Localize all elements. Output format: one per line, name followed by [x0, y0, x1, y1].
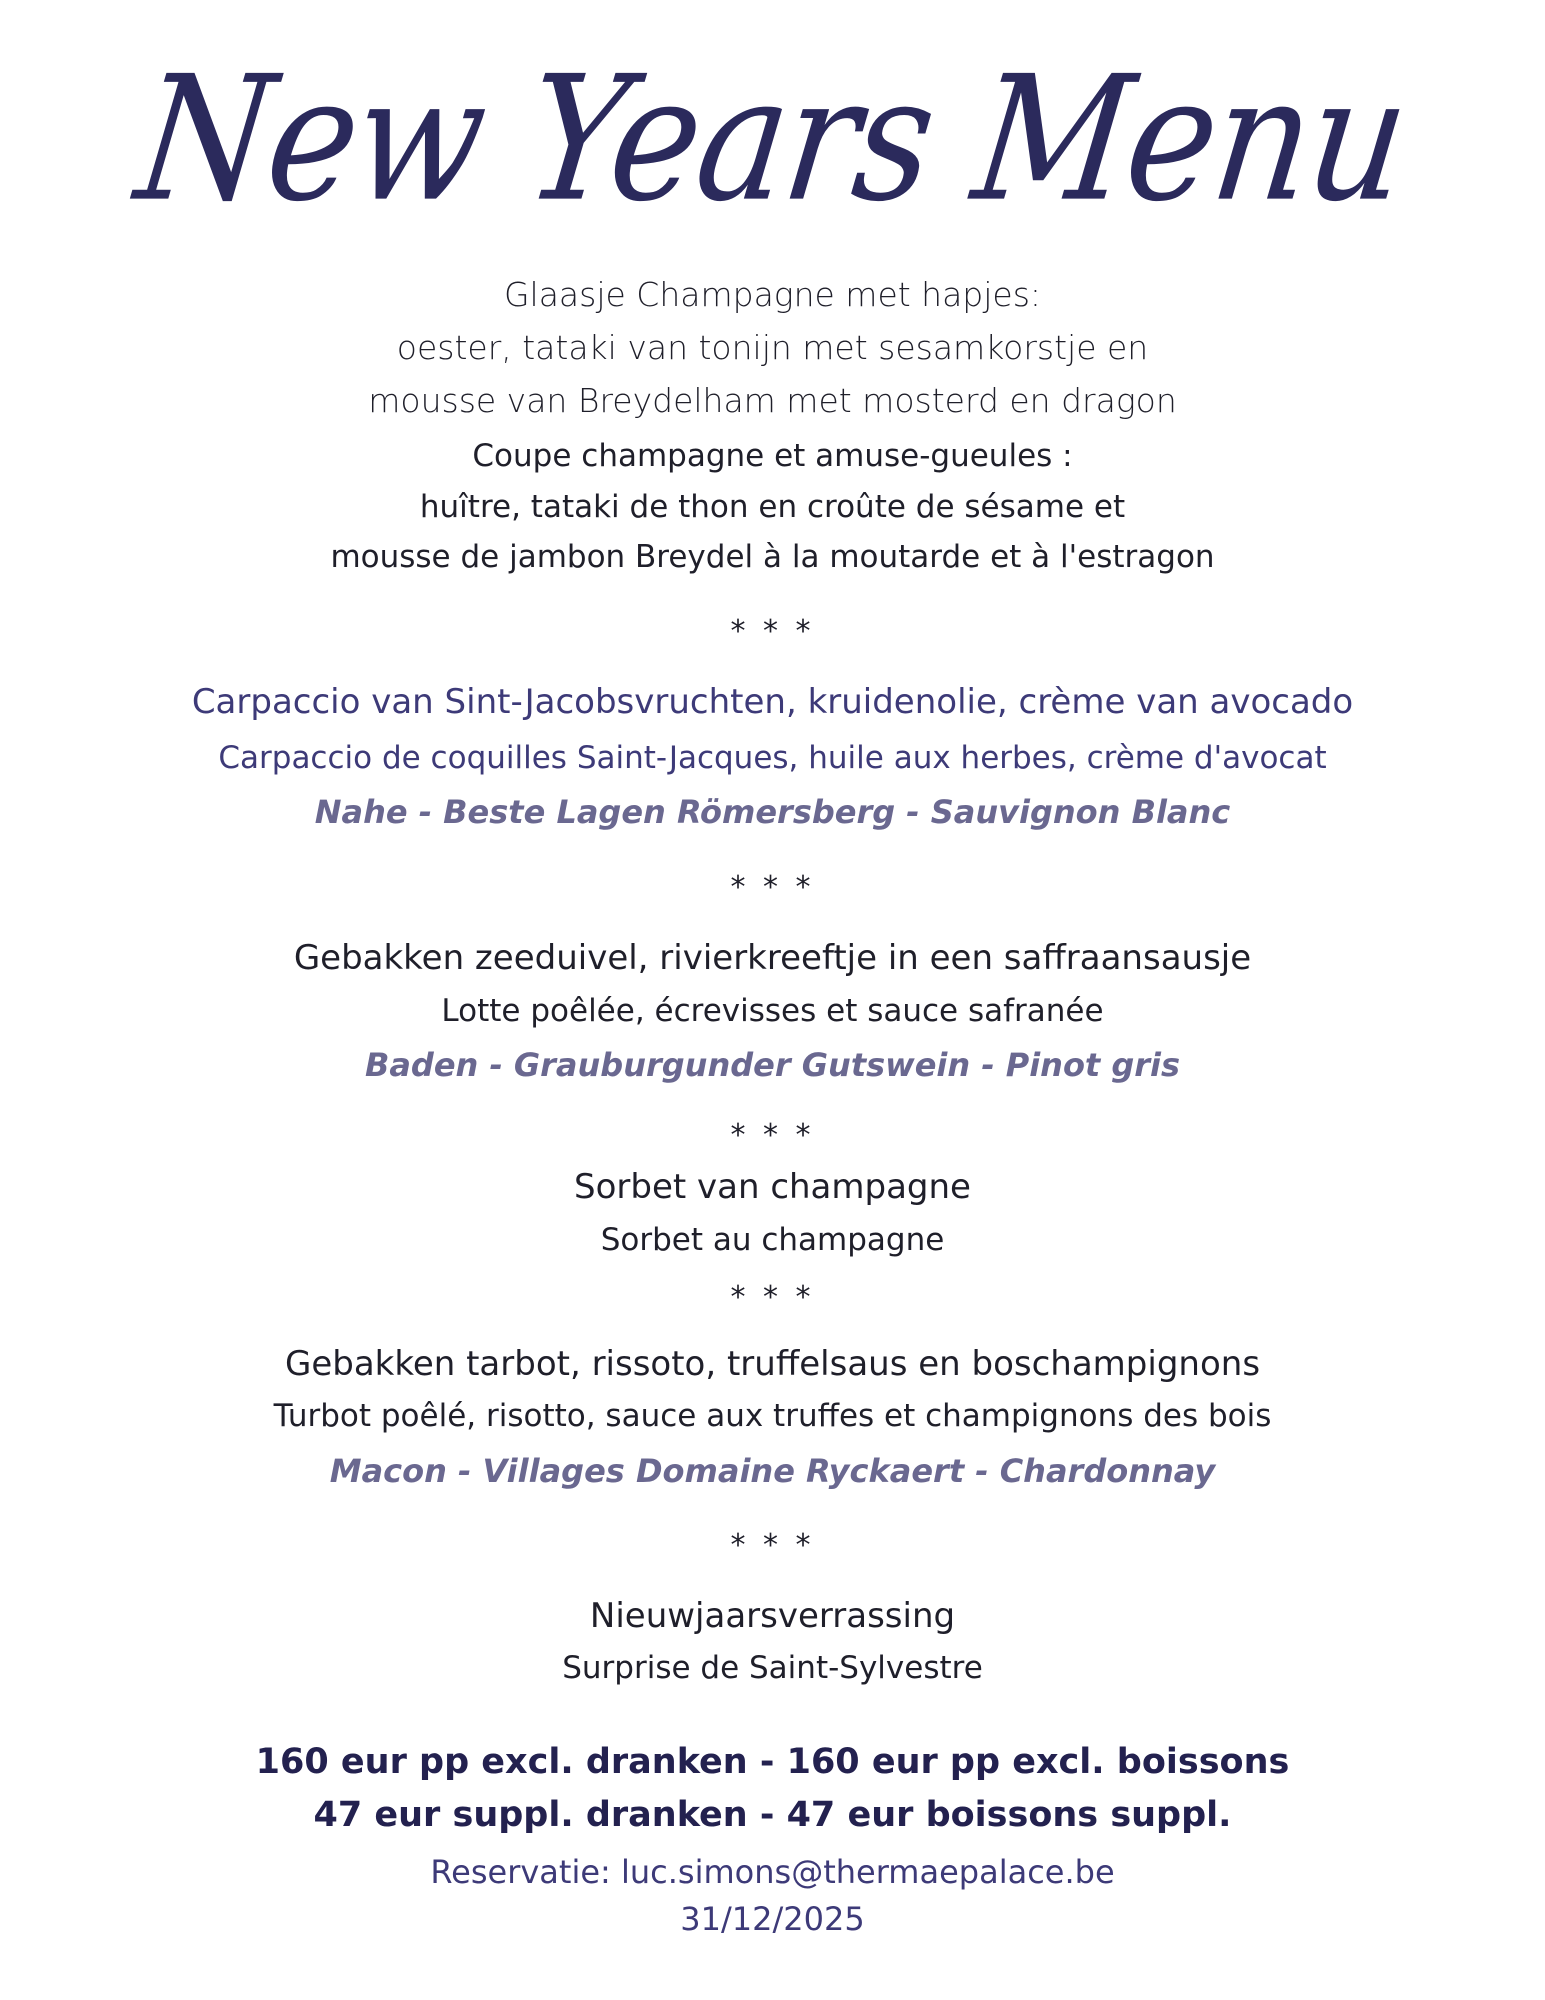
course-4-nl: Gebakken tarbot, rissoto, truffelsaus en boschampignons: [284, 1344, 1261, 1384]
course-4-fr: Turbot poêlé, risotto, sauce aux truffes et champignons des bois: [273, 1398, 1272, 1434]
intro-fr-line-1: Coupe champagne et amuse-gueules :: [472, 438, 1073, 474]
course-1-fr: Carpaccio de coquilles Saint-Jacques, huile aux herbes, crème d'avocat: [218, 740, 1327, 776]
separator-1: * * *: [730, 614, 815, 649]
course-2-wine: Baden - Grauburgunder Gutswein - Pinot gris: [364, 1046, 1181, 1084]
course-2-fr: Lotte poêlée, écrevisses et sauce safranée: [441, 993, 1104, 1029]
separator-4: * * *: [730, 1280, 815, 1315]
menu-title: New Years Menu: [128, 39, 1417, 241]
intro-fr-line-2: huître, tataki de thon en croûte de sésame et: [419, 489, 1126, 525]
course-1-nl: Carpaccio van Sint-Jacobsvruchten, kruidenolie, crème van avocado: [191, 682, 1354, 722]
course-3-fr: Sorbet au champagne: [600, 1222, 945, 1258]
course-2-nl: Gebakken zeeduivel, rivierkreeftje in een saffraansausje: [293, 938, 1252, 978]
separator-5: * * *: [730, 1528, 815, 1563]
course-3-nl: Sorbet van champagne: [574, 1167, 971, 1207]
intro-nl-line-2: oester, tataki van tonijn met sesamkorstje en: [396, 328, 1149, 367]
course-5-nl: Nieuwjaarsverrassing: [589, 1596, 956, 1636]
separator-2: * * *: [730, 870, 815, 905]
intro-nl-line-3: mousse van Breydelham met mosterd en dragon: [368, 381, 1177, 420]
reservation-contact: Reservatie: luc.simons@thermaepalace.be: [430, 1853, 1115, 1891]
title-container: [0, 40, 1545, 270]
course-4-wine: Macon - Villages Domaine Ryckaert - Chardonnay: [329, 1452, 1216, 1490]
course-1-wine: Nahe - Beste Lagen Römersberg - Sauvignon Blanc: [314, 793, 1231, 831]
event-date: 31/12/2025: [680, 1900, 865, 1938]
course-5-fr: Surprise de Saint-Sylvestre: [562, 1650, 983, 1686]
intro-fr-line-3: mousse de jambon Breydel à la moutarde et à l'estragon: [330, 539, 1215, 575]
separator-3: * * *: [730, 1118, 815, 1153]
price-line-2: 47 eur suppl. dranken - 47 eur boissons suppl.: [313, 1795, 1232, 1835]
price-line-1: 160 eur pp excl. dranken - 160 eur pp excl. boissons: [255, 1742, 1290, 1782]
intro-nl-line-1: Glaasje Champagne met hapjes:: [503, 275, 1042, 314]
